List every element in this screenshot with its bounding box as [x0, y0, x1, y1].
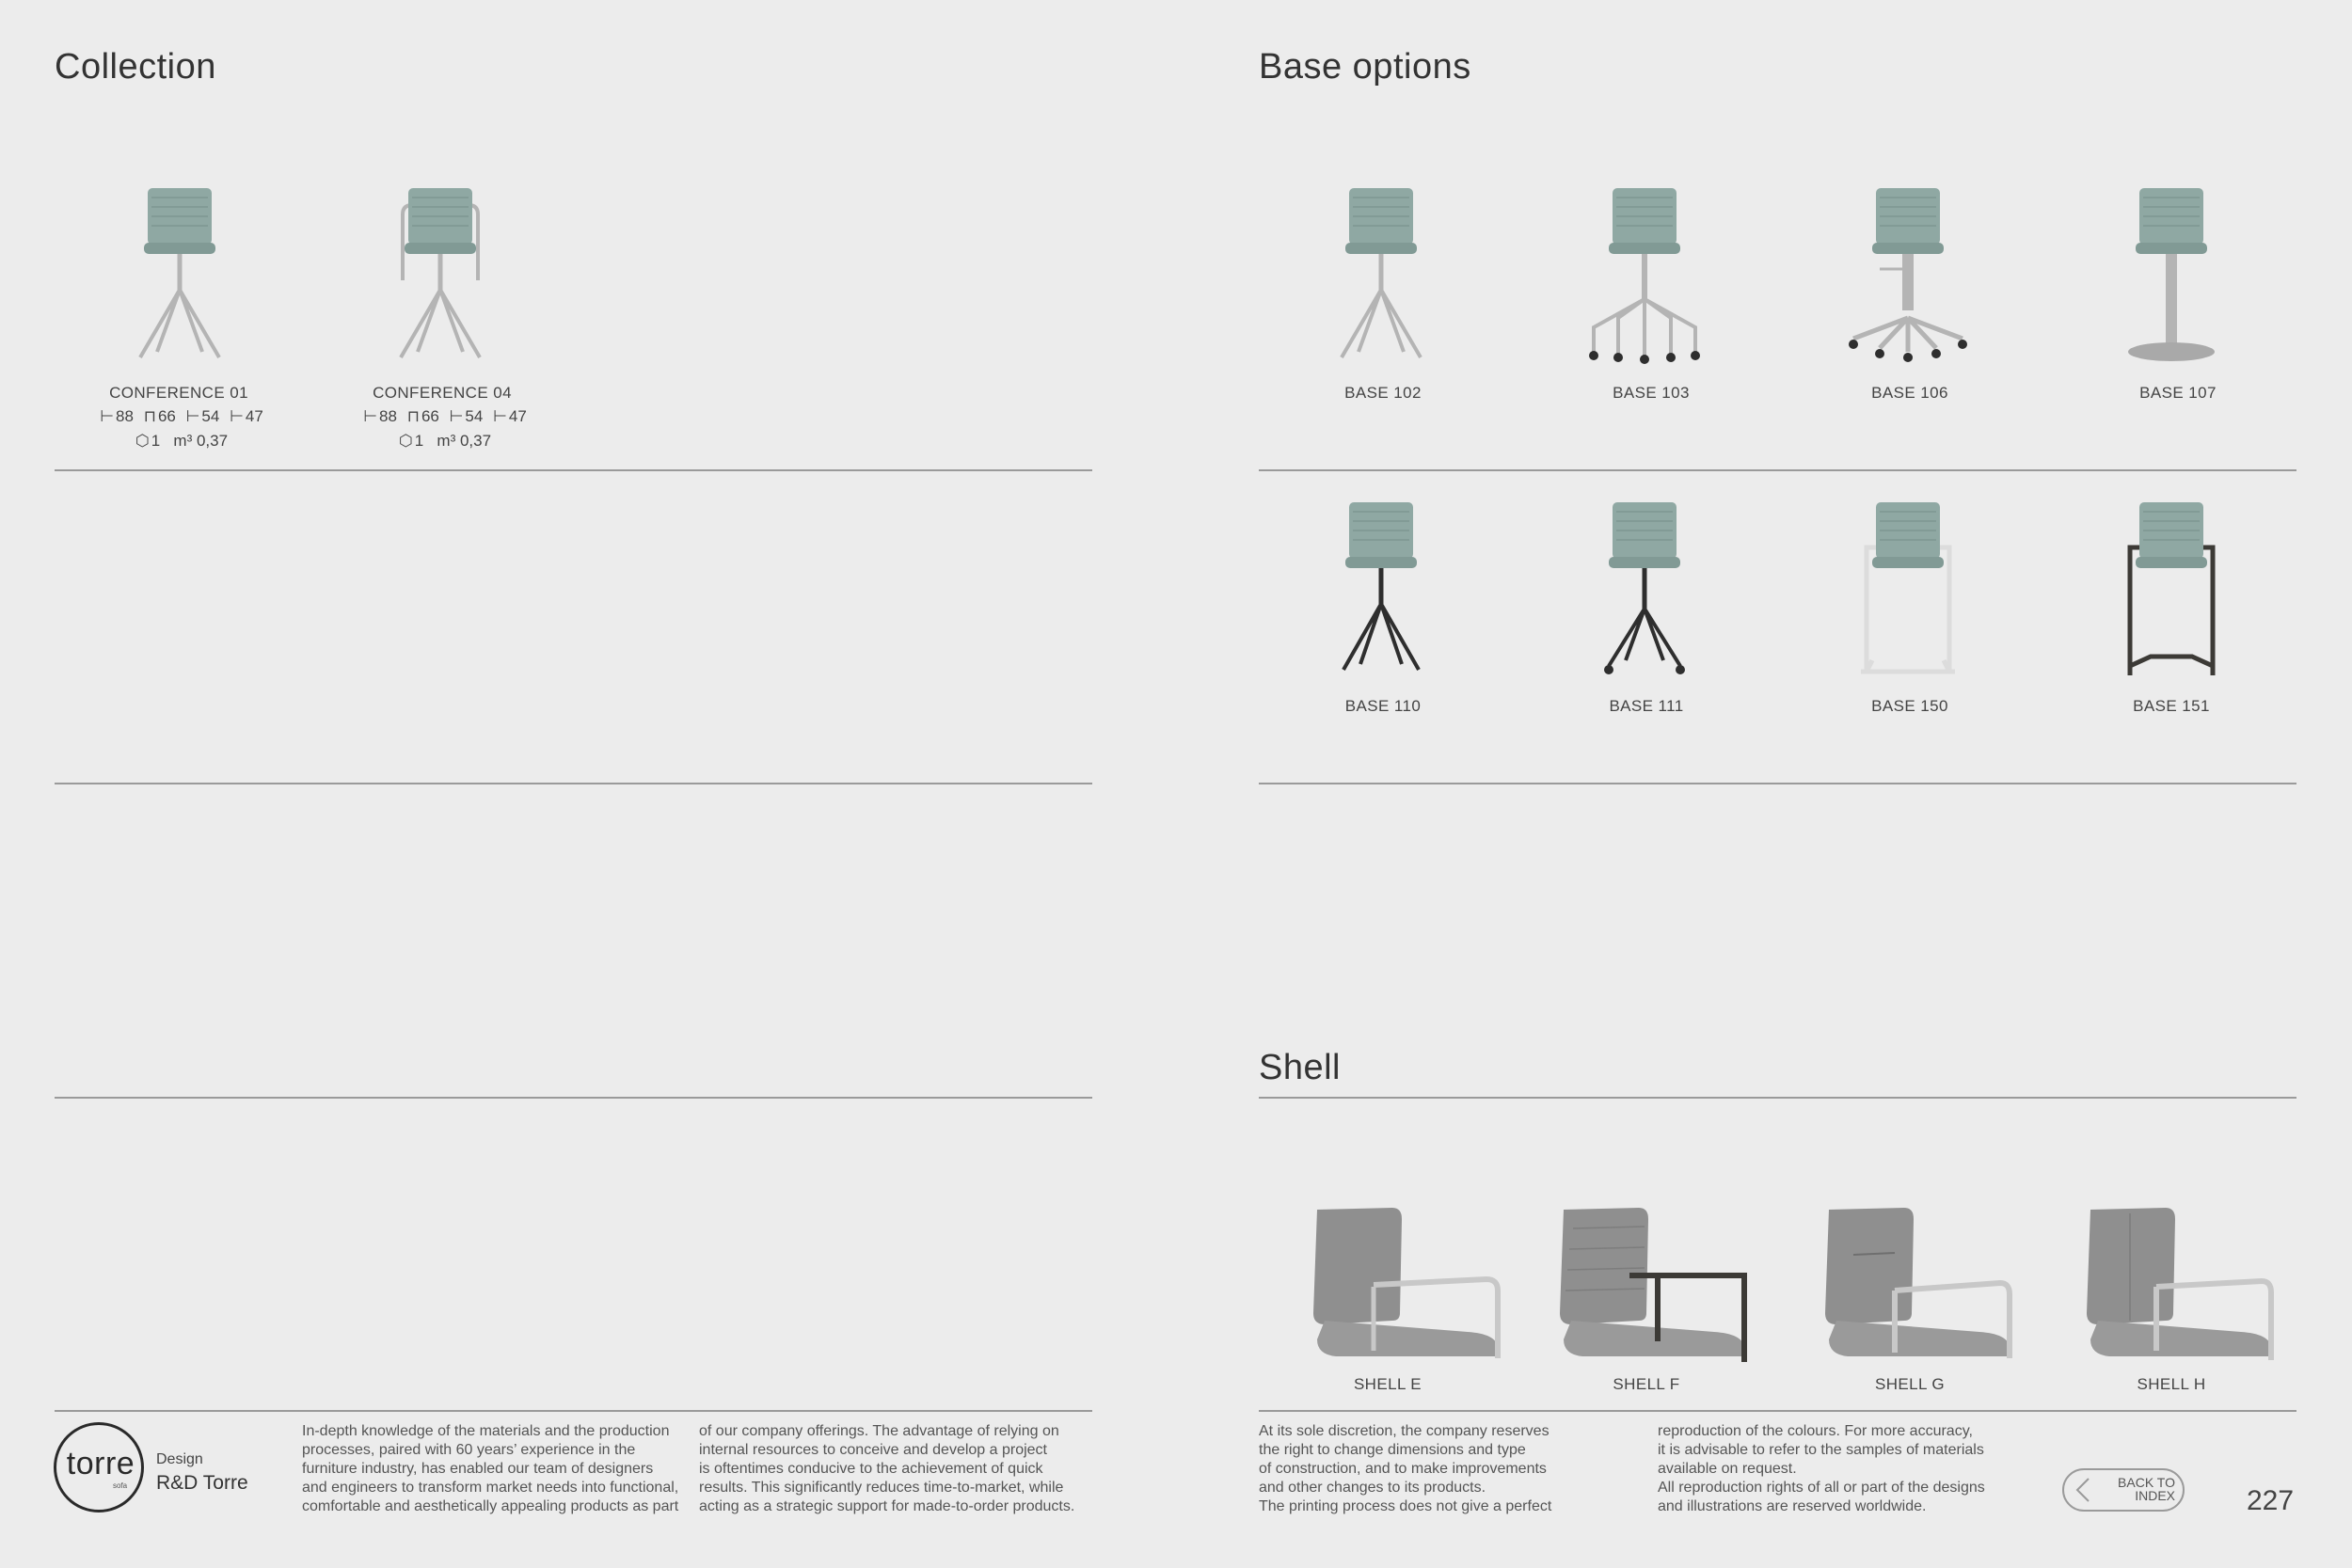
- base-102-label: BASE 102: [1344, 384, 1422, 402]
- base-103-label: BASE 103: [1613, 384, 1690, 402]
- height-icon: ⊢: [363, 407, 378, 425]
- width-icon: ⊓: [143, 407, 156, 425]
- base-151-label: BASE 151: [2133, 697, 2210, 715]
- divider: [1259, 469, 2296, 471]
- base-150-image: [1814, 491, 2002, 689]
- shell-h-label: SHELL H: [2137, 1375, 2206, 1393]
- box-icon: ⬡: [398, 432, 413, 450]
- base-110-label: BASE 110: [1344, 697, 1422, 715]
- box-icon: ⬡: [135, 432, 150, 450]
- product-dims-conference-04: ⊢ 88 ⊓ 66 ⊢ 54 ⊢ 47: [363, 407, 527, 425]
- divider: [1259, 1410, 2296, 1412]
- product-dims-conference-01: ⊢ 88 ⊓ 66 ⊢ 54 ⊢ 47: [100, 407, 263, 425]
- collection-title: Collection: [55, 47, 216, 87]
- base-110-image: [1287, 491, 1475, 689]
- seat-height-icon: ⊢: [185, 407, 200, 425]
- base-102-image: [1287, 177, 1475, 374]
- base-151-image: [2077, 491, 2265, 689]
- base-106-label: BASE 106: [1871, 384, 1948, 402]
- base-111-image: [1550, 491, 1739, 689]
- depth-icon: ⊢: [493, 407, 507, 425]
- chair-conference-01-image: [86, 177, 274, 374]
- divider: [55, 1410, 1092, 1412]
- base-options-title: Base options: [1259, 47, 1471, 87]
- base-106-image: [1814, 177, 2002, 374]
- logo-sub: sofa: [113, 1481, 128, 1490]
- shell-g-label: SHELL G: [1875, 1375, 1945, 1393]
- height-icon: ⊢: [100, 407, 115, 425]
- seat-height-icon: ⊢: [449, 407, 464, 425]
- shell-title: Shell: [1259, 1048, 1341, 1087]
- base-103-image: [1550, 177, 1739, 374]
- chair-conference-04-image: [346, 177, 534, 374]
- page-number: 227: [2247, 1485, 2295, 1516]
- base-111-label: BASE 111: [1609, 697, 1684, 715]
- logo-word: torre: [66, 1446, 135, 1481]
- footer-text-col1: In-depth knowledge of the materials and the production processes, paired with 60 years’ experience in the furniture industry, has enabled our team of designers and engineers to transform market needs into functional, comfortable and aesthetically appealing products as part: [302, 1423, 679, 1514]
- shell-f-label: SHELL F: [1613, 1375, 1680, 1393]
- footer-text-col3: At its sole discretion, the company reserves the right to change dimensions and type of construction, and to make improvements and other changes to its products. The printing process does not give a perfect: [1259, 1423, 1552, 1514]
- divider: [1259, 1097, 2296, 1099]
- divider: [55, 1097, 1092, 1099]
- product-pack-conference-01: ⬡ 1 m³ 0,37: [135, 432, 229, 450]
- product-name-conference-04: CONFERENCE 04: [373, 384, 512, 402]
- product-pack-conference-04: ⬡ 1 m³ 0,37: [398, 432, 492, 450]
- depth-icon: ⊢: [230, 407, 244, 425]
- shell-g-image: [1791, 1200, 2036, 1374]
- shell-f-image: [1526, 1200, 1771, 1374]
- width-icon: ⊓: [406, 407, 420, 425]
- footer-text-col4: reproduction of the colours. For more accuracy, it is advisable to refer to the samples of materials available on request. All reproduction rights of all or part of the designs and illustrations are reserved worldwide.: [1658, 1423, 1985, 1514]
- back-to-index-label[interactable]: BACK TO INDEX: [2118, 1475, 2175, 1503]
- divider: [1259, 783, 2296, 784]
- divider: [55, 469, 1092, 471]
- divider: [55, 783, 1092, 784]
- base-107-image: [2077, 177, 2265, 374]
- product-name-conference-01: CONFERENCE 01: [109, 384, 248, 402]
- shell-e-label: SHELL E: [1353, 1375, 1422, 1393]
- base-107-label: BASE 107: [2139, 384, 2217, 402]
- designer-name: R&D Torre: [156, 1472, 248, 1494]
- footer-text-col2: of our company offerings. The advantage of relying on internal resources to conceive and develop a project is oftentimes conducive to the achievement of quick results. This significantly reduces time-to-market, while acting as a strategic support for made-to-order products.: [699, 1423, 1075, 1514]
- shell-e-image: [1279, 1200, 1524, 1374]
- shell-h-image: [2053, 1200, 2297, 1374]
- design-label: Design: [156, 1451, 203, 1467]
- base-150-label: BASE 150: [1871, 697, 1948, 715]
